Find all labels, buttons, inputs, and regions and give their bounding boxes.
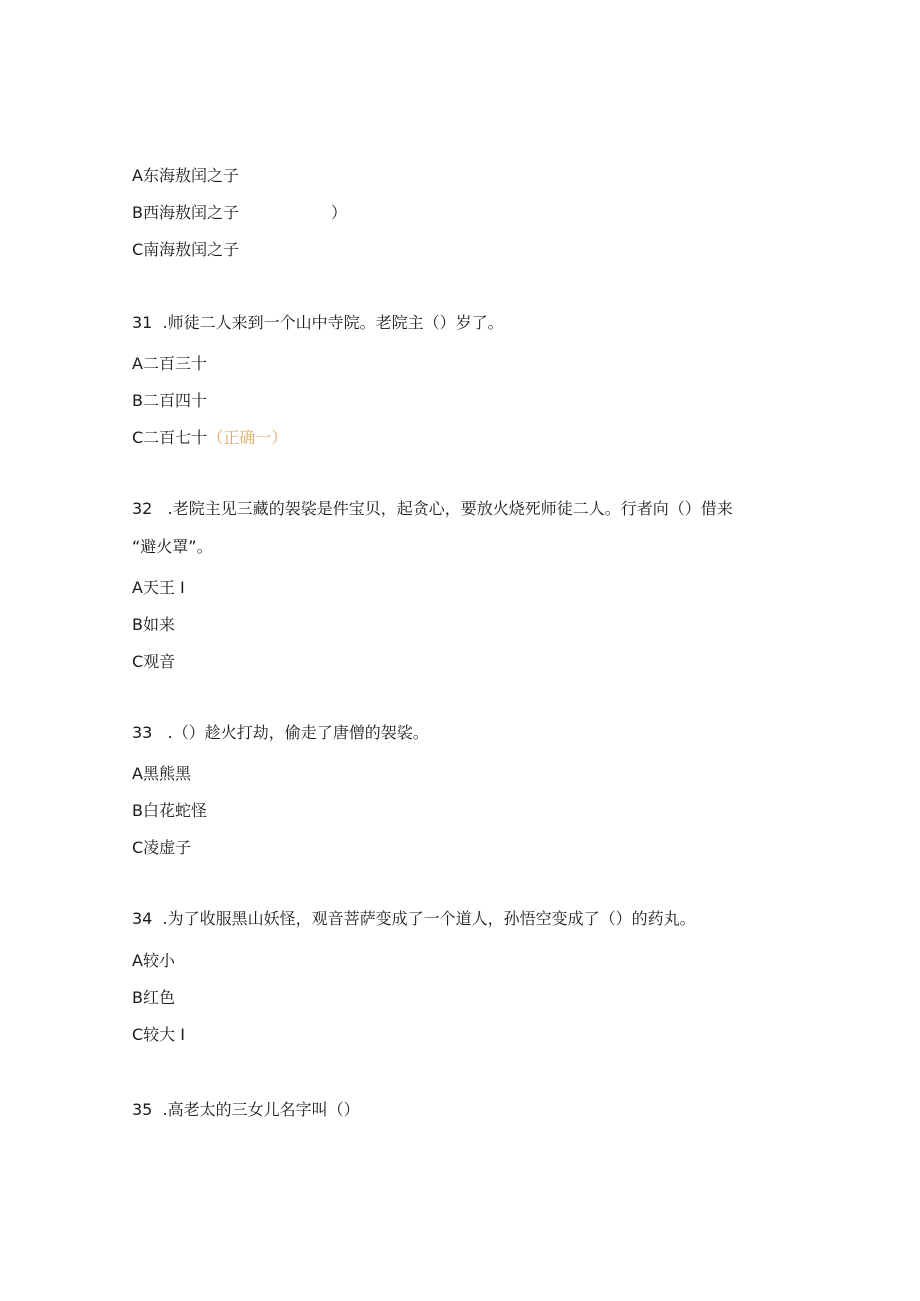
option-a-q33 bbox=[132, 764, 191, 784]
question-32 bbox=[132, 499, 733, 519]
question-31 bbox=[132, 313, 504, 333]
option-text: A二百三十 bbox=[132, 354, 207, 373]
option-text: C较大 I bbox=[132, 1025, 185, 1044]
answer-note: （正确一） bbox=[207, 428, 288, 447]
option-c-q31 bbox=[132, 428, 287, 448]
option-text: C南海敖闰之子 bbox=[132, 240, 240, 259]
question-number: 35 bbox=[132, 1100, 153, 1119]
option-text: B红色 bbox=[132, 988, 175, 1007]
option-text: A较小 bbox=[132, 951, 175, 970]
question-text: .老院主见三藏的袈裟是件宝贝，起贪心，要放火烧死师徒二人。行者向（）借来 bbox=[152, 499, 733, 518]
option-c-q32 bbox=[132, 652, 175, 672]
option-c-q34 bbox=[132, 1025, 185, 1045]
option-a-q32 bbox=[132, 578, 185, 598]
option-b-q34 bbox=[132, 988, 175, 1008]
option-a-q30 bbox=[132, 166, 239, 186]
question-text: .（）趁火打劫，偷走了唐僧的袈裟。 bbox=[152, 723, 429, 742]
question-text: .为了收服黑山妖怪，观音菩萨变成了一个道人，孙悟空变成了（）的药丸。 bbox=[152, 909, 696, 928]
option-b-q32 bbox=[132, 615, 175, 635]
option-text: A黑熊黑 bbox=[132, 764, 191, 783]
stray-paren: ） bbox=[331, 203, 348, 222]
question-number: 31 bbox=[132, 313, 153, 332]
option-b-q30 bbox=[132, 203, 239, 223]
question-text: “避火罩”。 bbox=[132, 537, 213, 556]
option-text: C观音 bbox=[132, 652, 176, 671]
option-text: B二百四十 bbox=[132, 391, 207, 410]
question-text: .师徒二人来到一个山中寺院。老院主（）岁了。 bbox=[152, 313, 504, 332]
question-number: 32 bbox=[132, 499, 153, 518]
option-a-q34 bbox=[132, 951, 175, 971]
option-text: C二百七十 bbox=[132, 428, 208, 447]
option-c-q30 bbox=[132, 240, 239, 260]
option-c-q33 bbox=[132, 838, 191, 858]
option-text: B西海敖闰之子 bbox=[132, 203, 239, 222]
option-text: A东海敖闰之子 bbox=[132, 166, 239, 185]
question-34 bbox=[132, 909, 696, 929]
question-text: .高老太的三女儿名字叫（） bbox=[152, 1100, 360, 1119]
question-number: 33 bbox=[132, 723, 153, 742]
question-32-continuation bbox=[132, 537, 213, 557]
question-33 bbox=[132, 723, 429, 743]
option-b-q33 bbox=[132, 801, 207, 821]
option-text: C凌虚子 bbox=[132, 838, 192, 857]
option-text: B白花蛇怪 bbox=[132, 801, 207, 820]
option-text: B如来 bbox=[132, 615, 175, 634]
question-number: 34 bbox=[132, 909, 153, 928]
question-35 bbox=[132, 1100, 360, 1120]
option-a-q31 bbox=[132, 354, 207, 374]
option-text: A天王 I bbox=[132, 578, 185, 597]
option-b-q31 bbox=[132, 391, 207, 411]
